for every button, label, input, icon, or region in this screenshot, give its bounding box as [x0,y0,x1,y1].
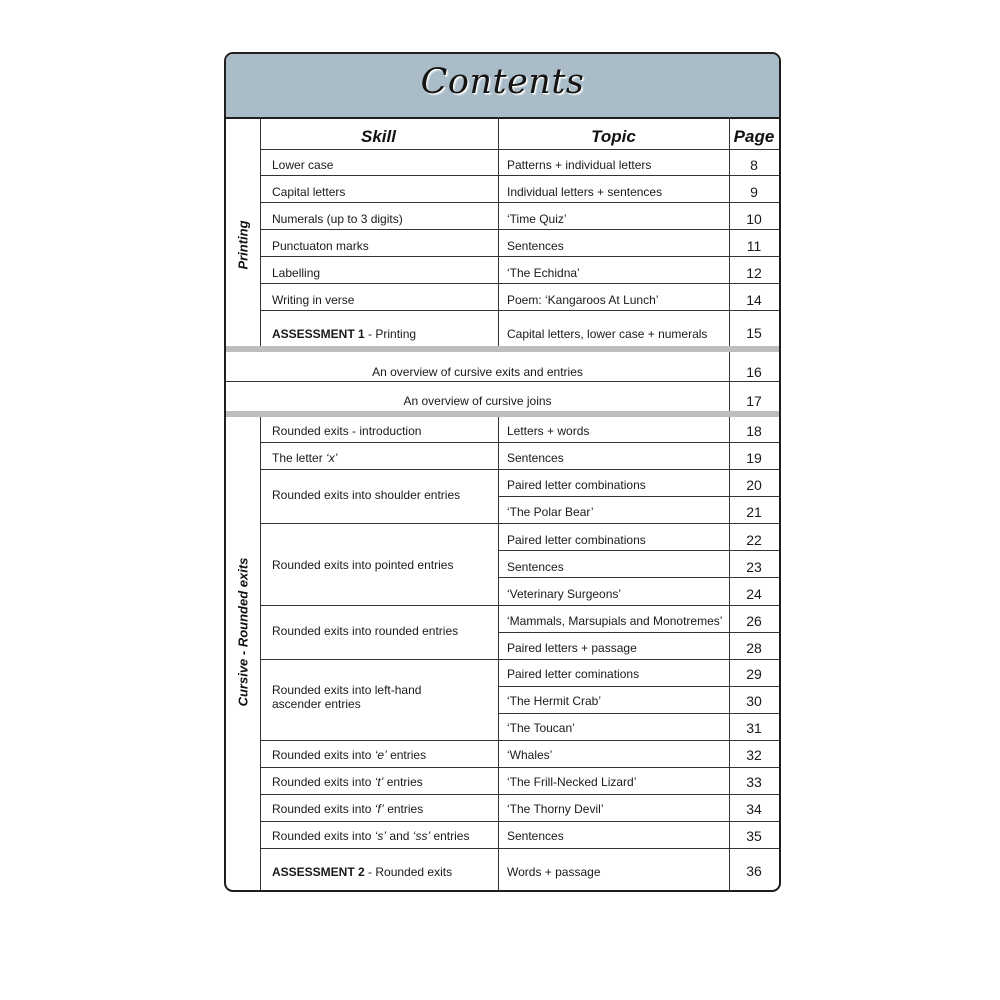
page-cell: 21 [746,504,762,520]
page-cell: 16 [746,364,762,380]
skill-text: Rounded exits into [272,802,375,816]
page-cell: 10 [746,211,762,227]
skill-text: entries [386,748,427,762]
page-cell: 28 [746,640,762,656]
skill-cell: Lower case [272,158,334,172]
row-divider [260,469,779,470]
skill-letter: ‘e’ [374,748,387,762]
column-divider [498,417,499,890]
overview-exits-entries: An overview of cursive exits and entries [372,365,583,379]
skill-cell: Capital letters [272,185,346,199]
page-cell: 36 [746,863,762,879]
topic-cell: ‘The Thorny Devil’ [507,802,604,816]
page-cell: 24 [746,586,762,602]
topic-cell: Words + passage [507,865,601,879]
skill-cell: Punctuaton marks [272,239,369,253]
topic-cell: Paired letter combinations [507,478,646,492]
topic-cell: ‘Whales’ [507,748,553,762]
row-divider [260,523,779,524]
skill-letter: ‘ss’ [412,829,431,843]
skill-letter: ‘x’ [326,451,338,465]
row-divider [260,256,779,257]
topic-cell: Sentences [507,560,564,574]
page-cell: 31 [746,720,762,736]
skill-line-2: ascender entries [272,697,361,711]
row-divider [260,794,779,795]
row-divider [226,381,779,382]
page-cell: 33 [746,774,762,790]
assessment-2-label: ASSESSMENT 2 [272,865,365,879]
skill-text: Rounded exits into [272,748,375,762]
page-cell: 11 [746,238,762,254]
page-cell: 30 [746,693,762,709]
row-divider [260,442,779,443]
skill-cell [272,748,426,762]
topic-cell: ‘Mammals, Marsupials and Monotremes’ [507,614,723,628]
skill-cell: Rounded exits into shoulder entries [272,488,461,502]
topic-cell: Paired letter combinations [507,533,646,547]
skill-cell [272,775,423,789]
skill-cell: Rounded exits into rounded entries [272,624,459,638]
overview-joins: An overview of cursive joins [403,394,552,408]
topic-cell: ‘The Echidna’ [507,266,580,280]
skill-cell [272,802,423,816]
page-cell: 17 [746,393,762,409]
row-divider [260,767,779,768]
page-cell: 35 [746,828,762,844]
column-divider [729,117,730,346]
page-cell: 12 [746,265,762,281]
topic-cell: Capital letters, lower case + numerals [507,327,708,341]
section-label-printing: Printing [235,220,251,270]
column-divider [260,417,261,890]
topic-cell: Sentences [507,451,564,465]
row-divider [260,659,779,660]
assessment-2-skill [272,865,452,879]
assessment-1-suffix: - Printing [364,327,417,341]
page-cell: 34 [746,801,762,817]
topic-cell: ‘The Toucan’ [507,721,575,735]
page-cell: 22 [746,532,762,548]
skill-text: entries [383,775,423,789]
topic-cell: Individual letters + sentences [507,185,663,199]
title-banner [226,54,779,119]
skill-cell: Numerals (up to 3 digits) [272,212,403,226]
page-cell: 14 [746,292,762,308]
topic-cell: Patterns + individual letters [507,158,652,172]
skill-letter: ‘t’ [374,775,384,789]
topic-cell: Sentences [507,829,564,843]
row-divider [260,848,779,849]
topic-cell: ‘Time Quiz’ [507,212,567,226]
skill-text: entries [383,802,424,816]
topic-cell: Paired letters + passage [507,641,637,655]
page-cell: 9 [750,184,758,200]
section-label-cursive: Cursive - Rounded exits [235,557,251,707]
topic-cell: Poem: ‘Kangaroos At Lunch’ [507,293,659,307]
page-cell: 19 [746,450,762,466]
page-title: Contents [420,62,585,102]
page-cell: 32 [746,747,762,763]
skill-cell [272,683,421,711]
page-cell: 23 [746,559,762,575]
skill-cell: Rounded exits - introduction [272,424,422,438]
row-divider [260,229,779,230]
skill-cell [272,829,469,843]
page-cell: 29 [746,666,762,682]
skill-letter: ‘s’ [374,829,387,843]
row-divider [498,577,779,578]
page-cell: 8 [750,157,758,173]
row-divider [260,149,779,150]
row-divider [260,310,779,311]
header-skill: Skill [361,127,396,146]
topic-cell: Paired letter cominations [507,667,640,681]
topic-cell: ‘The Hermit Crab’ [507,694,602,708]
assessment-1-skill [272,327,416,341]
skill-cell: Rounded exits into pointed entries [272,558,454,572]
row-divider [260,740,779,741]
skill-letter: ‘f’ [374,802,384,816]
column-divider [498,117,499,346]
topic-cell: ‘Veterinary Surgeons’ [507,587,622,601]
row-divider [498,632,779,633]
skill-text: Rounded exits into [272,829,375,843]
row-divider [260,605,779,606]
topic-cell: ‘The Polar Bear’ [507,505,594,519]
row-divider [260,283,779,284]
page-cell: 20 [746,477,762,493]
row-divider [498,686,779,687]
row-divider [498,713,779,714]
row-divider [260,175,779,176]
header-topic: Topic [591,127,636,146]
row-divider [260,202,779,203]
skill-text: entries [430,829,470,843]
topic-cell: Letters + words [507,424,590,438]
skill-line-1: Rounded exits into left-hand [272,683,422,697]
header-page: Page [733,127,775,146]
page-cell: 26 [746,613,762,629]
section-divider [226,411,779,417]
skill-text: The letter [272,451,327,465]
page-cell: 15 [746,325,762,341]
page-cell: 18 [746,423,762,439]
row-divider [498,496,779,497]
contents-table [224,52,781,892]
skill-text: and [386,829,413,843]
skill-cell: Writing in verse [272,293,355,307]
skill-cell: Labelling [272,266,321,280]
row-divider [498,550,779,551]
topic-cell: Sentences [507,239,564,253]
skill-text: Rounded exits into [272,775,375,789]
skill-cell [272,451,337,465]
row-divider [260,821,779,822]
assessment-1-label: ASSESSMENT 1 [272,327,365,341]
column-divider [260,117,261,346]
topic-cell: ‘The Frill-Necked Lizard’ [507,775,637,789]
section-divider [226,346,779,352]
assessment-2-suffix: - Rounded exits [364,865,453,879]
